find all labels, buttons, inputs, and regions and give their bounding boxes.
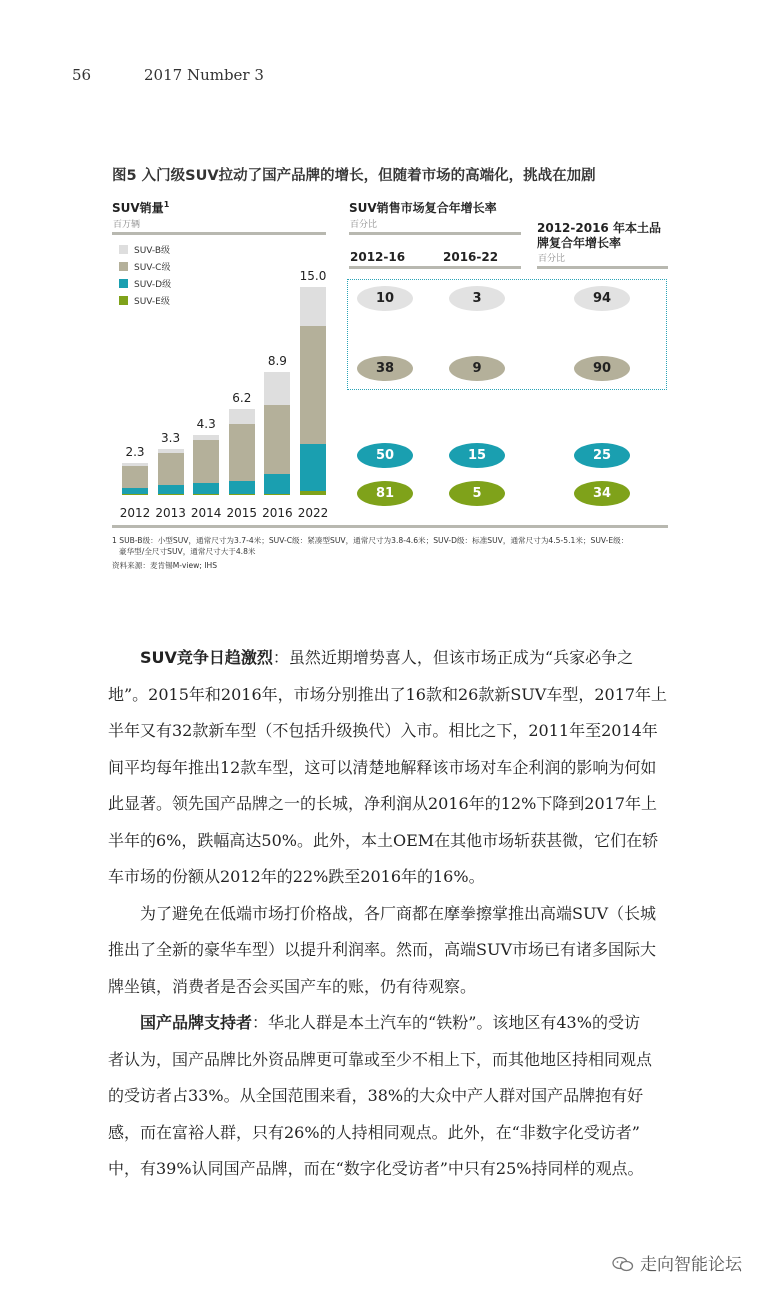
cagr-panel-title: SUV销售市场复合年增长率 <box>349 201 497 215</box>
cagr-c-2016-22: 9 <box>449 356 505 381</box>
x-tick-label: 2014 <box>190 506 222 520</box>
paragraph-text: 牌坐镇，消费者是否会买国产车的账，仍有待观察。 <box>108 976 477 996</box>
paragraph-line <box>108 969 680 1006</box>
bar-segment <box>229 481 255 493</box>
watermark-text: 走向智能论坛 <box>640 1255 742 1275</box>
paragraph-line <box>108 713 680 750</box>
wechat-icon <box>612 1256 634 1272</box>
paragraph-line <box>108 1078 680 1115</box>
paragraph-line <box>108 859 680 896</box>
paragraph-text: 半年的6%，跌幅高达50%。此外，本土OEM在其他市场斩获甚微，它们在轿 <box>108 830 659 850</box>
paragraph-text: 地”。2015年和2016年，市场分别推出了16款和26款新SUV车型，2017年上 <box>108 684 668 704</box>
bar-segment <box>193 440 219 483</box>
issue-label: 2017 Number 3 <box>144 66 264 84</box>
sales-panel-unit: 百万辆 <box>113 220 141 230</box>
bar-total-label: 3.3 <box>161 431 181 446</box>
bar-segment <box>193 483 219 494</box>
local-cagr-unit: 百分比 <box>538 254 566 264</box>
footnote-line-2: 豪华型/全尺寸SUV，通常尺寸大于4.8米 <box>119 547 256 556</box>
bar-total-label: 15.0 <box>299 268 327 283</box>
bar-segment <box>158 453 184 485</box>
local-cagr-rule <box>537 266 668 269</box>
figure-title: 图5 入门级SUV拉动了国产品牌的增长，但随着市场的高端化，挑战在加剧 <box>112 168 596 184</box>
paragraph-text: 为了避免在低端市场打价格战，各厂商都在摩拳擦掌推出高端SUV（长城 <box>140 903 657 923</box>
bar-total-label: 6.2 <box>232 391 252 405</box>
bar-segment <box>300 287 326 326</box>
cagr-b-2012-16: 10 <box>357 286 413 311</box>
paragraph-text: 的受访者占33%。从全国范围来看，38%的大众中产人群对国产品牌抱有好 <box>108 1086 644 1105</box>
bar-segment <box>122 466 148 488</box>
bar-segment <box>264 372 290 405</box>
bar-segment <box>122 488 148 494</box>
sales-panel-title: SUV销量$^1$ <box>112 200 170 215</box>
paragraph-line <box>108 1005 680 1042</box>
sales-panel-rule <box>112 232 326 235</box>
paragraph-line <box>108 750 680 787</box>
local-cagr-b: 94 <box>574 286 630 311</box>
bar-segment <box>158 494 184 495</box>
paragraph-text: 推出了全新的豪华车型）以提升利润率。然而，高端SUV市场已有诸多国际大 <box>108 940 657 959</box>
paragraph-line <box>108 640 680 677</box>
page-number: 56 <box>72 66 92 84</box>
local-cagr-title-2: 牌复合年增长率 <box>537 236 622 250</box>
source-note: 资料来源：麦肯锡M-view; IHS <box>112 561 218 570</box>
article-body <box>108 640 680 1188</box>
paragraph-text: ：虽然近期增势喜人，但该市场正成为“兵家必争之 <box>272 648 634 667</box>
cagr-col-rule <box>349 266 521 269</box>
col-head-2016-22: 2016-22 <box>443 250 499 264</box>
paragraph-line <box>108 1115 680 1152</box>
bar-segment <box>264 474 290 493</box>
paragraph-line <box>108 823 680 860</box>
bar-segment <box>264 405 290 474</box>
x-tick-label: 2015 <box>226 506 258 520</box>
paragraph-text: 间平均每年推出12款车型，这可以清楚地解释该市场对车企利润的影响为何如 <box>108 757 657 777</box>
legend-item-b: SUV-B级 <box>119 245 171 257</box>
local-cagr-e: 34 <box>574 481 630 506</box>
bar-segment <box>193 435 219 439</box>
paragraph-text: 此显著。领先国产品牌之一的长城，净利润从2016年的12%下降到2017年上 <box>108 794 658 813</box>
cagr-panel-rule <box>349 232 521 235</box>
cagr-d-2012-16: 50 <box>357 443 413 468</box>
paragraph-text: 中，有39%认同国产品牌，而在“数字化受访者”中只有25%持同样的观点。 <box>108 1159 644 1178</box>
bar-total-label: 8.9 <box>267 353 287 368</box>
suv-sales-stacked-bar-chart <box>112 250 328 525</box>
paragraph-text: 车市场的份额从2012年的22%跌至2016年的16%。 <box>108 867 485 886</box>
legend-item-e: SUV-E级 <box>119 296 171 308</box>
bar-segment <box>158 485 184 493</box>
bar-segment <box>158 449 184 453</box>
paragraph-line <box>108 896 680 933</box>
paragraph-text: 半年又有32款新车型（不包括升级换代）入市。相比之下，2011年至2014年 <box>108 721 658 740</box>
paragraph-line <box>108 677 680 714</box>
local-cagr-title-1: 2012-2016 年本土品 <box>537 221 661 235</box>
x-tick-label: 2022 <box>297 506 329 520</box>
bar-segment <box>229 409 255 424</box>
legend-item-c: SUV-C级 <box>119 262 171 274</box>
paragraph-lead: SUV竞争日趋激烈 <box>140 648 273 667</box>
paragraph-line <box>108 932 680 969</box>
paragraph-lead: 国产品牌支持者 <box>140 1013 253 1032</box>
local-cagr-c: 90 <box>574 356 630 381</box>
footnote-line-1: 1 SUB-B级：小型SUV，通常尺寸为3.7-4米；SUV-C级：紧凑型SUV，通常尺寸为3.8-4.6米；SUV-D级：标准SUV，通常尺寸为4.5-5.1米；SUV-E级： <box>112 536 629 545</box>
cagr-b-2016-22: 3 <box>449 286 505 311</box>
paragraph-line <box>108 1042 680 1079</box>
cagr-d-2016-22: 15 <box>449 443 505 468</box>
bar-segment <box>300 326 326 444</box>
bar-segment <box>264 494 290 495</box>
bar-segment <box>122 494 148 495</box>
col-head-2012-16: 2012-16 <box>350 250 406 264</box>
bar-segment <box>300 491 326 495</box>
cagr-panel-unit: 百分比 <box>350 220 378 230</box>
bar-total-label: 2.3 <box>125 445 145 460</box>
paragraph-text: 者认为，国产品牌比外资品牌更可靠或至少不相上下，而其他地区持相同观点 <box>108 1049 653 1069</box>
figure-bottom-rule <box>112 525 668 528</box>
paragraph-text: 感，而在富裕人群，只有26%的人持相同观点。此外，在“非数字化受访者” <box>108 1122 640 1142</box>
bar-segment <box>122 463 148 466</box>
paragraph-line <box>108 786 680 823</box>
bar-segment <box>229 494 255 495</box>
cagr-e-2012-16: 81 <box>357 481 413 506</box>
x-tick-label: 2013 <box>155 506 186 520</box>
legend-item-d: SUV-D级 <box>119 279 171 291</box>
local-cagr-d: 25 <box>574 443 630 468</box>
watermark <box>612 1250 742 1275</box>
x-tick-label: 2012 <box>119 506 151 520</box>
bar-total-label: 4.3 <box>196 417 216 432</box>
paragraph-text: ：华北人群是本土汽车的“铁粉”。该地区有43%的受访 <box>252 1013 640 1032</box>
paragraph-line <box>108 1151 680 1188</box>
bar-segment <box>229 424 255 481</box>
x-tick-label: 2016 <box>262 506 293 520</box>
cagr-c-2012-16: 38 <box>357 356 413 381</box>
bar-segment <box>193 494 219 495</box>
bar-segment <box>300 444 326 491</box>
cagr-e-2016-22: 5 <box>449 481 505 506</box>
